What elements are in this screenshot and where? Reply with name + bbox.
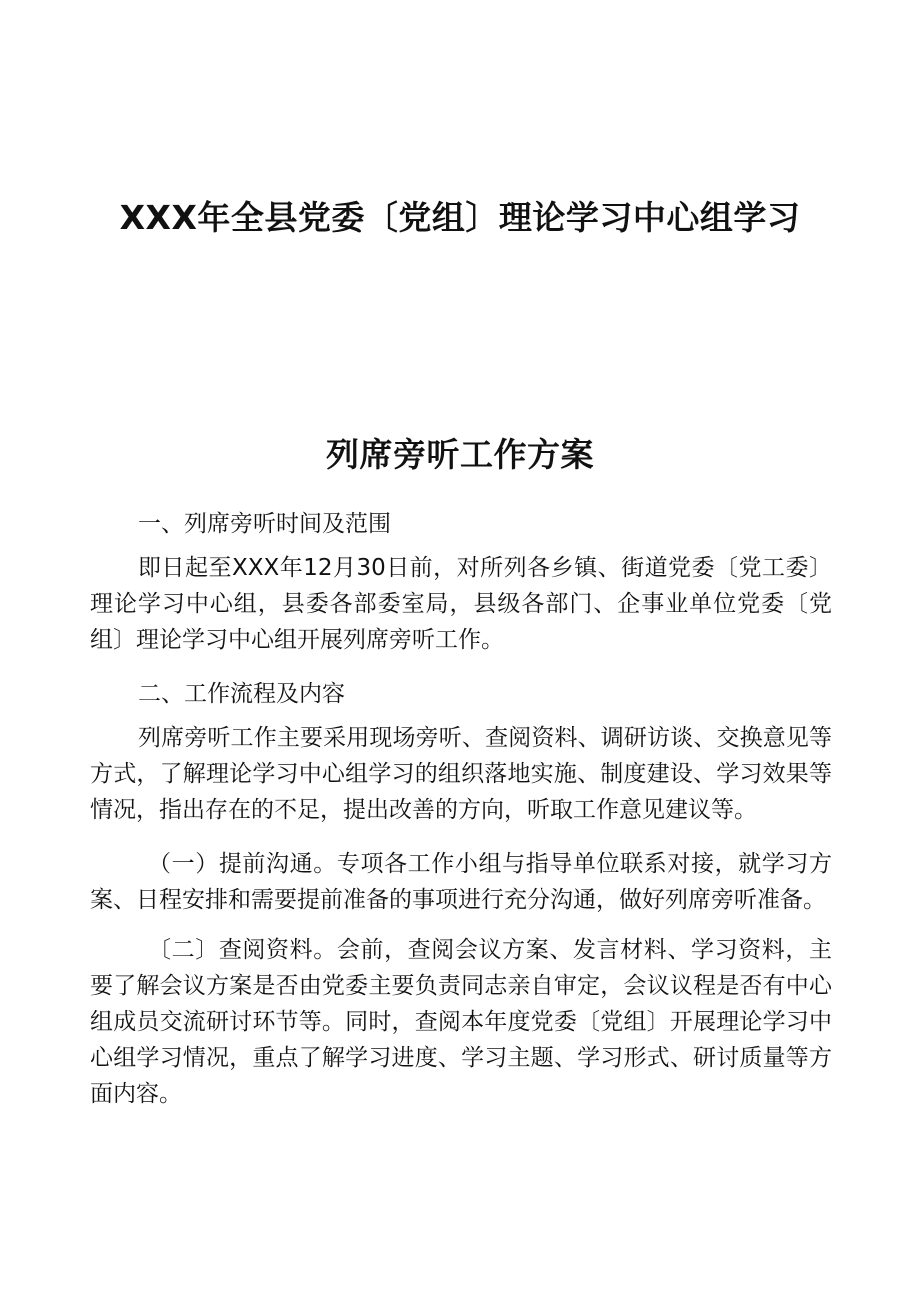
section-1-heading: 一、列席旁听时间及范围 bbox=[138, 511, 391, 537]
section-1-paragraph: 即日起至XXX年12月30日前，对所列各乡镇、街道党委〔党工委〕理论学习中心组，县委各部委室局，县级各部门、企事业单位党委〔党组〕理论学习中心组开展列席旁听工作。 bbox=[90, 555, 832, 653]
section-2-paragraph: 列席旁听工作主要采用现场旁听、查阅资料、调研访谈、交换意见等方式，了解理论学习中心组学习的组织落地实施、制度建设、学习效果等情况，指出存在的不足，提出改善的方向，听取工作意见建议等。 bbox=[90, 725, 832, 823]
section-2-heading: 二、工作流程及内容 bbox=[138, 681, 345, 707]
section-2-item-1: （一）提前沟通。专项各工作小组与指导单位联系对接，就学习方案、日程安排和需要提前准备的事项进行充分沟通，做好列席旁听准备。 bbox=[90, 851, 832, 913]
document-title: XXX年全县党委〔党组〕理论学习中心组学习 bbox=[119, 198, 801, 238]
document-subtitle: 列席旁听工作方案 bbox=[326, 435, 594, 475]
section-2-item-2: 〔二〕查阅资料。会前，查阅会议方案、发言材料、学习资料，主要了解会议方案是否由党委主要负责同志亲自审定，会议议程是否有中心组成员交流研讨环节等。同时，查阅本年度党委〔党组〕开展理论学习中心组学习情况，重点了解学习进度、学习主题、学习形式、研讨质量等方面内容。 bbox=[90, 937, 832, 1107]
